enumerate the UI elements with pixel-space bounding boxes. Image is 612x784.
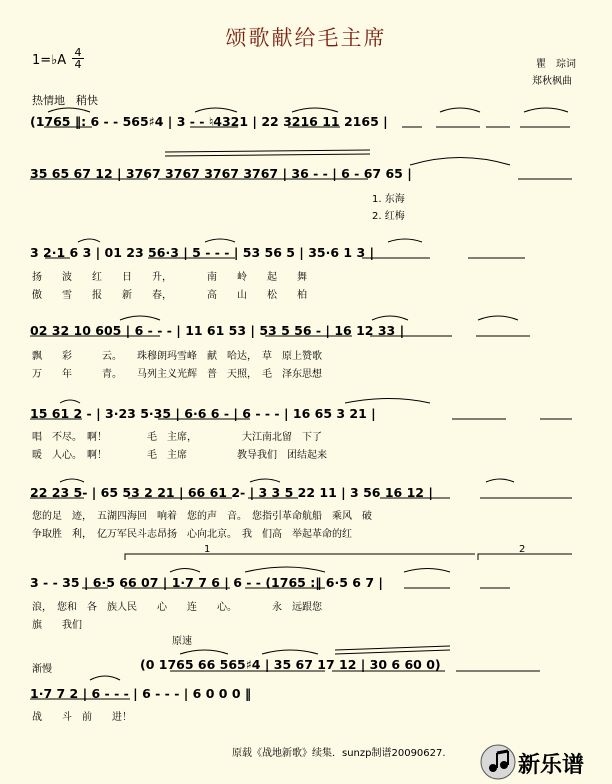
lyric-line-3b: 傲 雪 报 新 春， 高 山 松 柏 (32, 290, 307, 301)
lyric-line-4b: 万 年 青。 马列主义光辉 普 天照， 毛 泽东思想 (32, 369, 322, 380)
tempo-marking: 热情地 稍快 (32, 94, 98, 107)
site-logo: 新乐谱 (480, 742, 612, 784)
staff-line-8: (0 1765 66 565♯4 | 35 67 17 12 | 30 6 60 0) (140, 657, 441, 672)
staff-line-4: 02 32 10 605 | 6 - - - | 11 61 53 | 53 5 56 - | 16 12 33 | (30, 323, 405, 338)
lyric-line-9: 战 斗 前 进！ (32, 712, 132, 723)
tempo-jianman: 渐慢 (32, 664, 52, 675)
lyric-line-3a: 扬 波 红 日 升， 南 岭 起 舞 (32, 272, 307, 283)
staff-line-1: (1765 ‖: 6 - - 565♯4 | 3 - - ♮4321 | 22 3216 11 2165 | (30, 114, 388, 129)
staff-line-6: 22 23 5- | 65 53 2 21 | 66 61 2- | 3 3 5 22 11 | 3 56 16 12 | (30, 485, 433, 500)
lyric-line-5b: 暖 人心。 啊！ 毛 主席 教导我们 团结起来 (32, 450, 327, 461)
composer-credit: 郑秋枫曲 (532, 76, 572, 87)
staff-line-2: 35 65 67 12 | 3767 3767 3767 3767 | 36 - - | 6 - 67 65 | (30, 166, 412, 181)
tempo-yuansu: 原速 (172, 636, 192, 647)
lyric-line-5a: 唱 不尽。 啊！ 毛 主席， 大江南北留 下了 (32, 432, 322, 443)
volta-2-label: 2 (519, 544, 526, 555)
lyric-line-4a: 飘 彩 云。 珠穆朗玛雪峰 献 哈达， 草 原上赞歌 (32, 351, 322, 362)
source-footer: 原载《战地新歌》续集．sunzp制谱20090627. (232, 748, 446, 759)
volta-1-label: 1 (204, 544, 211, 555)
staff-line-3: 3 2·1 6 3 | 01 23 56·3 | 5 - - - | 53 56 5 | 35·6 1 3 | (30, 245, 375, 260)
staff-line-9: 1·7 7 2 | 6 - - - | 6 - - - | 6 0 0 0 ‖ (30, 686, 252, 701)
music-note-icon (480, 744, 516, 780)
verse-label-1: 1. 东海 (372, 194, 405, 205)
lyric-line-6a: 您的足 迹， 五湖四海回 响着 您的声 音。 您指引革命航船 乘风 破 (32, 511, 372, 522)
song-title: 颂歌献给毛主席 (225, 26, 387, 50)
lyric-line-7a: 浪， 您和 各 族人民 心 连 心。 永 远跟您 (32, 602, 322, 613)
lyric-line-6b: 争取胜 利， 亿万军民斗志昂扬 心向北京。 我 们高 举起革命的红 (32, 529, 352, 540)
lyricist-credit: 瞿 琮词 (536, 59, 576, 70)
staff-line-7: 3 - - 35 | 6·5 66 07 | 1·7 7 6 | 6 - - (1765 :‖ 6·5 6 7 | (30, 575, 383, 590)
time-signature: 4 4 (72, 47, 84, 70)
verse-label-2: 2. 红梅 (372, 211, 405, 222)
lyric-line-7b: 旗 我们 (32, 620, 82, 631)
key-signature: 1=♭A (32, 53, 67, 68)
staff-line-5: 15 61 2 - | 3·23 5·35 | 6·6 6 - | 6 - - - | 16 65 3 21 | (30, 406, 376, 421)
